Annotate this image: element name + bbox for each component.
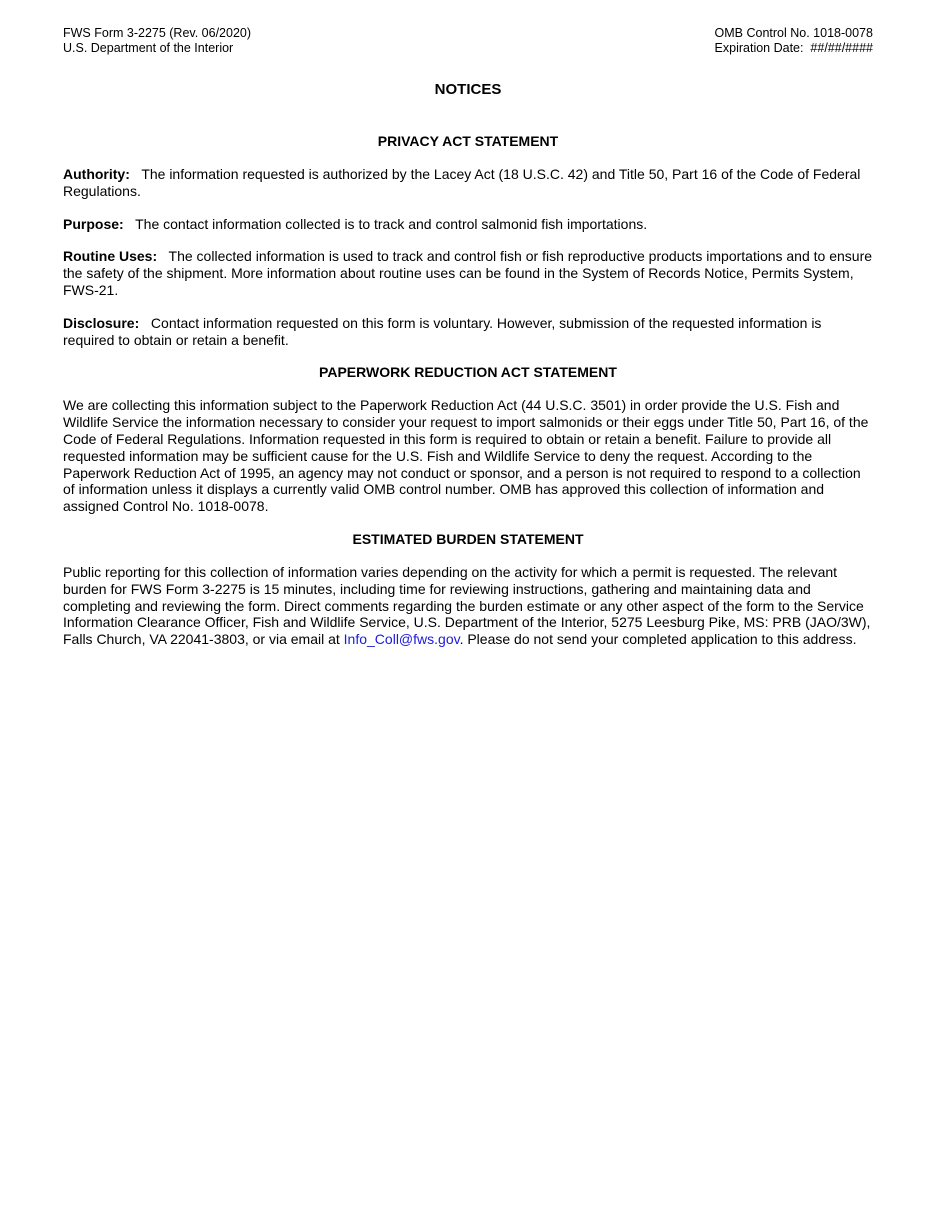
authority-paragraph bbox=[63, 166, 873, 200]
form-number: FWS Form 3-2275 (Rev. 06/2020) bbox=[63, 26, 252, 40]
expiration-date: Expiration Date: ##/##/#### bbox=[714, 41, 873, 55]
info-coll-email-link[interactable]: Info_Coll@fws.gov bbox=[343, 631, 460, 648]
estimated-burden-title: ESTIMATED BURDEN STATEMENT bbox=[352, 530, 584, 547]
purpose-paragraph bbox=[63, 216, 873, 233]
authority-text: The information requested is authorized by the Lacey Act (18 U.S.C. 42) and Title 50, Part 16 of the Code of Federal Regulations. bbox=[63, 166, 861, 199]
disclosure-paragraph bbox=[63, 315, 873, 349]
omb-control-number: OMB Control No. 1018-0078 bbox=[714, 26, 873, 40]
estimated-burden-paragraph bbox=[63, 564, 873, 648]
routine-uses-label: Routine Uses: bbox=[63, 248, 158, 265]
authority-label: Authority: bbox=[63, 166, 130, 182]
notices-title: NOTICES bbox=[434, 81, 502, 98]
purpose-label: Purpose: bbox=[63, 215, 124, 232]
burden-text-after: . Please do not send your completed application to this address. bbox=[459, 631, 857, 648]
department-name: U.S. Department of the Interior bbox=[63, 41, 234, 55]
disclosure-text: Contact information requested on this form is voluntary. However, submission of the requested information is required to obtain or retain a benefit. bbox=[63, 314, 822, 348]
header-right bbox=[715, 26, 873, 56]
burden-text-before: Public reporting for this collection of information varies depending on the activity for which a permit is requested. The relevant burden for FWS Form 3-2275 is 15 minutes, including time for reviewing instructions, gathering and maintaining data and completing and reviewing the form. Direct comments regarding the burden estimate or any other aspect of the form to the Service Information Clearance Officer, Fish and Wildlife Service, U.S. Department of the Interior, 5275 Leesburg Pike, MS: PRB (JAO/3W), Falls Church, VA 22041-3803, or via email at bbox=[63, 563, 871, 648]
routine-uses-paragraph bbox=[63, 248, 873, 298]
form-header bbox=[63, 26, 873, 56]
disclosure-label: Disclosure: bbox=[63, 314, 140, 331]
paperwork-reduction-title: PAPERWORK REDUCTION ACT STATEMENT bbox=[319, 364, 617, 381]
paperwork-reduction-text: We are collecting this information subject to the Paperwork Reduction Act (44 U.S.C. 3501) in order provide the U.S. Fish and Wildlife Service the information necessary to consider your request to import salmonids or their eggs under Title 50, Part 16, of the Code of Federal Regulations. Information requested in this form is required to obtain or retain a benefit. Failure to provide all requested information may be sufficient cause for the U.S. Fish and Wildlife Service to deny the request. According to the Paperwork Reduction Act of 1995, an agency may not conduct or sponsor, and a person is not required to respond to a collection of information unless it displays a currently valid OMB control number. OMB has approved this collection of information and assigned Control No. 1018-0078. bbox=[63, 397, 869, 515]
document-page bbox=[63, 26, 873, 648]
routine-uses-text: The collected information is used to track and control fish or fish reproductive products importations and to ensure the safety of the shipment. More information about routine uses can be found in the System of Records Notice, Permits System, FWS-21. bbox=[63, 248, 873, 298]
privacy-act-title: PRIVACY ACT STATEMENT bbox=[377, 133, 559, 149]
purpose-text: The contact information collected is to track and control salmonid fish importations. bbox=[135, 215, 648, 232]
header-left bbox=[63, 26, 251, 56]
